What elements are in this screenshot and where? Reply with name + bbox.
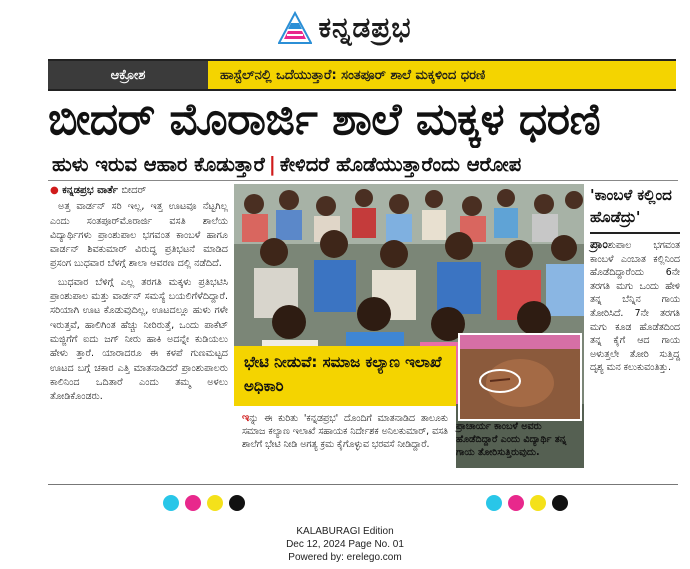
article-body [50, 184, 228, 474]
edition-label: KALABURAGI Edition [296, 526, 394, 537]
subhead-separator: | [268, 153, 276, 176]
kicker-bar [48, 59, 676, 91]
edition-footer [0, 525, 690, 564]
injury-image [460, 335, 580, 419]
inset-caption: ಪ್ರಾಚಾರ್ಯ ಕಾಂಬಳೆ ಅವರು ಹೊಡೆದಿದ್ದಾರೆ ಎಂದು ವಿದ್ಯಾರ್ಥಿ ತನ್ನ ಗಾಯ ತೋರಿಸುತ್ತಿರುವುದು. [456, 421, 567, 458]
sidebar-drop: ಪ್ರಾಂ [590, 237, 608, 251]
date-page: Dec 12, 2024 Page No. 01 [286, 539, 404, 550]
byline [50, 184, 228, 198]
logo-icon [278, 11, 312, 45]
cyan-dot [163, 495, 179, 511]
injury-photo [458, 333, 582, 421]
divider [48, 484, 678, 485]
registration-marks-right [486, 495, 568, 511]
registration-marks-left [163, 495, 245, 511]
caption-heading: ಭೇಟಿ ನೀಡುವೆ: ಸಮಾಜ ಕಲ್ಯಾಣ ಇಲಾಖೆ ಅಧಿಕಾರಿ [234, 346, 456, 406]
caption-body [234, 406, 456, 470]
magenta-dot [185, 495, 201, 511]
subhead-part1: ಹುಳು ಇರುವ ಆಹಾರ ಕೊಡುತ್ತಾರೆ [52, 153, 265, 176]
byline-place: ಬೀದರ್ [121, 185, 147, 196]
sidebar-heading: 'ಕಾಂಬಳೆ ಕಲ್ಲಿಂದ ಹೊಡೆದ್ರು' [590, 184, 680, 234]
kicker-text: ಹಾಸ್ಟೆಲ್‌ನಲ್ಲಿ ಒದೆಯುತ್ತಾರೆ: ಸಂತಪೂರ್ ಶಾಲೆ ಮಕ್ಕಳಿಂದ ಧರಣಿ [208, 61, 676, 89]
magenta-dot [508, 495, 524, 511]
sidebar-body [590, 238, 680, 375]
headline: ಬೀದರ್ ಮೊರಾರ್ಜಿ ಶಾಲೆ ಮಕ್ಕಳ ಧರಣಿ [48, 94, 601, 145]
black-dot [229, 495, 245, 511]
bullet-icon: ● [50, 185, 59, 196]
cyan-dot [486, 495, 502, 511]
masthead [0, 4, 690, 52]
subhead-part2: ಕೇಳಿದರೆ ಹೊಡೆಯುತ್ತಾರೆಂದು ಆರೋಪ [279, 153, 522, 176]
kicker-label: ಆಕ್ರೋಶ [48, 61, 208, 89]
sidebar-text: ಶುಪಾಲ ಭಗವಂತ ಕಾಂಬಳೆ ಎಂಬಾತ ಕಲ್ಲಿನಿಂದ ಹೊಡೆದಿದ್ದಾರೆಂದು 6ನೇ ತರಗತಿ ಮಗು ಒಂದು ಹೇಳಿ ತನ್ನ ಬೆನ್ನಿನ ಗಾಯ ತೋರಿಸಿದೆ. 7ನೇ ತರಗತಿ ಮಗು ಕೂಡ ಹೊಡೆತದಿಂದ ತನ್ನ ಕೈಗೆ ಆದ ಗಾಯ ಅಳುತ್ತಲೇ ತೋರಿ ಸುತ್ತಿದ್ದ ದೃಶ್ಯ ಮನ ಕಲುಕುವಂತಿತ್ತು. [590, 240, 680, 374]
article-paragraph: ಬುಧವಾರ ಬೆಳಿಗ್ಗೆ ಎಲ್ಲ ತರಗತಿ ಮಕ್ಕಳು ಪ್ರತಿಭಟಿಸಿ ಪ್ರಾಂಶುಪಾಲ ಮತ್ತು ವಾರ್ಡನ್ ಸಮಸ್ಯೆ ಬಯಲಿಗೆಳೆದಿದ್ದಾರೆ. ಸರಿಯಾಗಿ ಊಟ ಕೊಡುವುದಿಲ್ಲ, ಊಟದಲ್ಲೂ ಹುಳು ಗಳೇ ಇರುತ್ತವೆ, ಹಾಲಿಗಿಂತ ಹೆಚ್ಚು ನೀರಿರುತ್ತೆ, ಒಂದು ಪಾಕೆಟ್ ಮಜ್ಜಿಗೆಗೆ ಐದು ಜಗ್ ನೀರು ಹಾಕಿ ಅದನ್ನೇ ಕುಡಿಯಲು ಹೇಳು ತ್ತಾರೆ. ಯಾರಾದರೂ ಈ ಕಳಪೆ ಗುಣಮಟ್ಟದ ಊಟದ ಬಗ್ಗೆ ಚಕಾರ ಎತ್ತಿ ಮಾತನಾಡಿದರೆ ಪ್ರಾಂಶುಪಾಲರು ಕಾಲಿನಿಂದ ಒದಿತಾರೆ ಎಂದು ತಮ್ಮ ಅಳಲು ತೋಡಿಕೊಂಡರು. [50, 276, 228, 403]
black-dot [552, 495, 568, 511]
caption-text: ನ್ನು ಈ ಕುರಿತು 'ಕನ್ನಡಪ್ರಭ' ದೊಂದಿಗೆ ಮಾತನಾಡಿದ ತಾಲೂಕು ಸಮಾಜ ಕಲ್ಯಾಣ ಇಲಾಖೆ ಸಹಾಯಕ ನಿರ್ದೇಶಕ ಅನಿಲಕುಮಾರ್, ವಸತಿ ಶಾಲೆಗೆ ಭೇಟಿ ನೀಡಿ ಅಗತ್ಯ ಕ್ರಮ ಕೈಗೊಳ್ಳುವ ಭರವಸೆ ನೀಡಿದ್ದಾರೆ. [242, 413, 448, 451]
sidebar [590, 184, 680, 474]
yellow-dot [207, 495, 223, 511]
byline-source: ಕನ್ನಡಪ್ರಭ ವಾರ್ತೆ [62, 185, 118, 196]
powered-by: Powered by: erelego.com [288, 552, 402, 563]
masthead-title: ಕನ್ನಡಪ್ರಭ [318, 11, 412, 44]
article-paragraph: ಅತ್ತ ವಾರ್ಡನ್ ಸರಿ ಇಲ್ಲ, ಇತ್ತ ಊಟವೂ ನೆಟ್ಟಗಿಲ್ಲ ಎಂದು ಸಂತಪೂರ್‌ಮೊರಾರ್ಜಿ ವಸತಿ ಶಾಲೆಯ ವಿದ್ಯಾರ್ಥಿಗಳು ಪ್ರಾಂಶುಪಾಲ ಭಗವಂತ ಕಾಂಬಳೆ ಹಾಗೂ ವಾರ್ಡನ್ ಶಿವಕುಮಾರ್ ವಿರುದ್ಧ ಪ್ರತಿಭಟನೆ ಮಾಡಿದ ಪ್ರಸಂಗ ಬುಧವಾರ ಬೆಳಗ್ಗೆ ಶಾಲಾ ಆವರಣ ದಲ್ಲಿ ನಡೆದಿದೆ. [50, 201, 228, 270]
yellow-dot [530, 495, 546, 511]
divider [48, 180, 678, 181]
caption-lead: ಇ [242, 411, 250, 424]
subhead [52, 150, 678, 180]
